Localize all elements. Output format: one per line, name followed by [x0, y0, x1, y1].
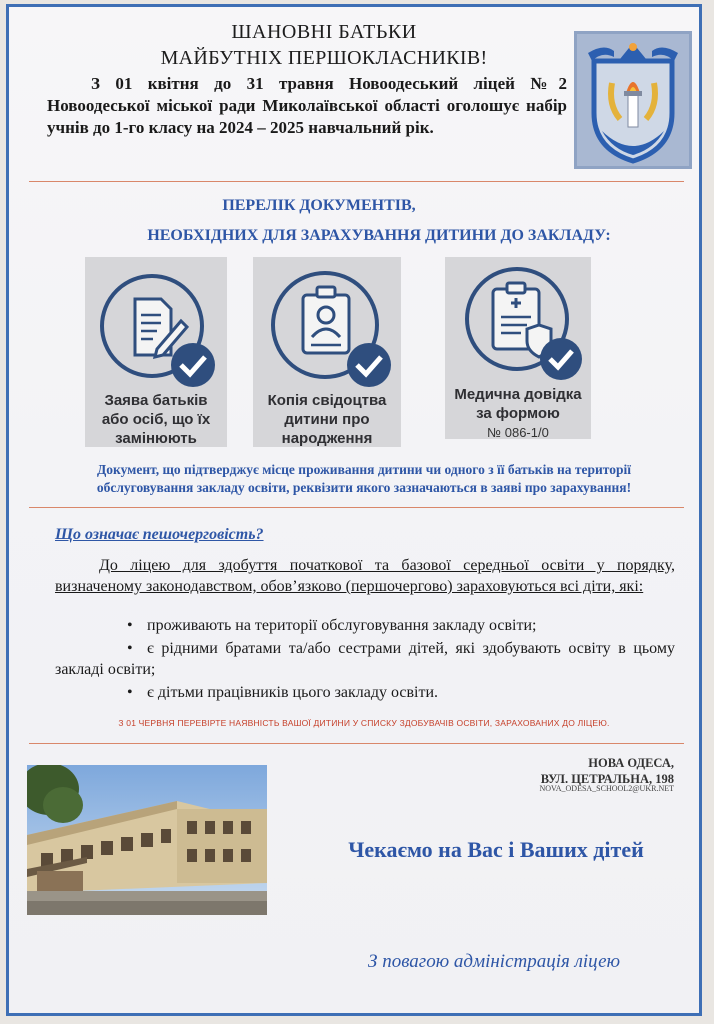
card-application-line-2: або осіб, що їх [101, 411, 211, 428]
warning-notice: З 01 ЧЕРВНЯ ПЕРЕВІРТЕ НАЯВНІСТЬ ВАШОЇ ДИТИНИ У СПИСКУ ЗДОБУВАЧІВ ОСВІТИ, ЗАРАХОВАНИХ ДО ЛІЦЕЮ. [118, 718, 610, 728]
separator-line [29, 507, 684, 508]
waiting-message: Чекаємо на Вас і Ваших дітей [348, 837, 644, 862]
document-card-medical [445, 257, 591, 439]
priority-question: Що означає пешочерговість? [55, 526, 264, 543]
card-application-line-3: замінюють [115, 430, 197, 447]
separator-line [29, 743, 684, 744]
title-line-1: ШАНОВНІ БАТЬКИ [231, 21, 417, 43]
bullet-dot: • [127, 684, 133, 701]
bullet-dot: • [127, 617, 133, 634]
separator-line [29, 181, 684, 182]
bullet-text: проживають на території обслуговування закладу освіти; [147, 617, 537, 634]
document-card-birth-certificate [253, 257, 401, 447]
documents-heading-1: ПЕРЕЛІК ДОКУМЕНТІВ, [222, 197, 416, 214]
flyer-sheet [6, 4, 702, 1016]
school-email: NOVA_ODESA_SCHOOL2@UKR.NET [539, 784, 674, 793]
regards-signature: З повагою адміністрація ліцею [368, 951, 620, 972]
birth-certificate-icon [265, 269, 393, 393]
bullet-text: є дітьми працівників цього закладу освіти. [147, 684, 439, 701]
address-street: ВУЛ. ЦЕТРАЛЬНА, 198 [540, 772, 674, 786]
school-building-photo [27, 765, 267, 915]
list-item [55, 615, 675, 636]
school-emblem-logo [574, 31, 692, 169]
list-item [55, 682, 675, 703]
bullet-text: є рідними братами та/або сестрами дітей, які здобувають освіту в цьому закладі освіти; [55, 640, 675, 678]
card-medical-line-2: за формою [476, 405, 560, 422]
intro-text: З 01 квітня до 31 травня Новоодеський ліцей №2 Новоодеської міської ради Миколаївської області оголошує набір учнів до 1-го класу на 2024 – 2025 навчальний рік. [47, 74, 567, 137]
priority-bullet-list [55, 615, 675, 705]
application-form-icon [95, 271, 219, 391]
card-application-line-1: Заява батьків [104, 392, 208, 409]
card-birth-line-1: Копія свідоцтва [267, 392, 387, 409]
card-medical-line-1: Медична довідка [454, 386, 582, 403]
address-city: НОВА ОДЕСА, [588, 756, 674, 770]
card-birth-line-2: дитини про [284, 411, 370, 428]
address-block [429, 755, 674, 787]
priority-paragraph: До ліцею для здобуття початкової та базової середньої освіти у порядку, визначеному законодавством, обов’язково (першочергово) зараховуються всі діти, які: [55, 557, 675, 595]
medical-certificate-icon [455, 265, 587, 385]
bullet-dot: • [127, 640, 133, 657]
card-medical-line-3: № 086-1/0 [487, 425, 549, 440]
list-item [55, 638, 675, 680]
title-line-2: МАЙБУТНІХ ПЕРШОКЛАСНИКІВ! [160, 47, 488, 69]
card-birth-line-3: народження [281, 430, 373, 447]
residence-document-note: Документ, що підтверджує місце проживання дитини чи одного з її батьків на території обслуговування закладу освіти, реквізити якого зазначаються в заяві про зарахування! [96, 462, 632, 495]
documents-heading-2: НЕОБХІДНИХ ДЛЯ ЗАРАХУВАННЯ ДИТИНИ ДО ЗАКЛАДУ: [147, 227, 611, 244]
document-card-application [85, 257, 227, 447]
